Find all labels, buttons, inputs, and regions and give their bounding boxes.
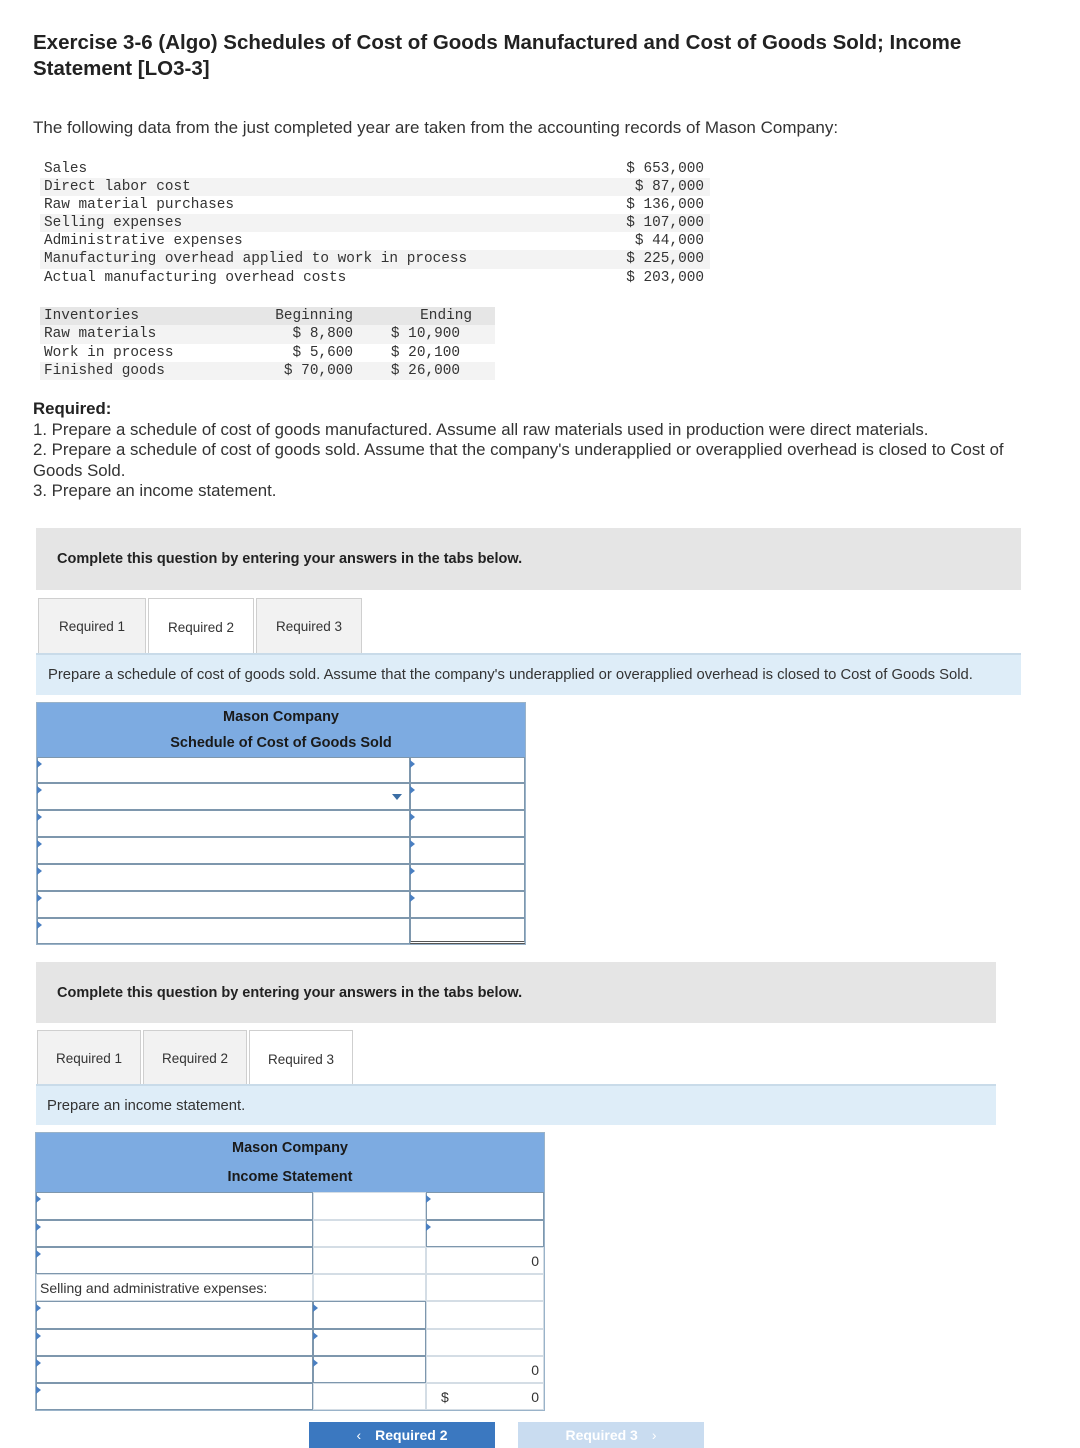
computed-value: 0 [531,1362,539,1378]
amount-input[interactable] [410,837,525,864]
entry-marker-icon [426,1223,431,1231]
label-input[interactable] [37,918,410,944]
statement-header [36,1133,544,1192]
amount-input[interactable] [410,757,525,783]
tab-required-2[interactable]: Required 2 [143,1030,247,1086]
data-row: Raw material purchases $ 136,000 [44,197,704,214]
entry-marker-icon [410,894,415,902]
label-input[interactable] [37,864,410,891]
intro-text: The following data from the just completed year are taken from the accounting records of Mason Company: [33,118,839,137]
entry-marker-icon [37,813,42,821]
data-row: Selling expenses $ 107,000 [40,214,710,232]
data-row: Administrative expenses $ 44,000 [44,233,704,250]
next-required-button[interactable]: Required 3 › [518,1422,704,1448]
label-input[interactable] [36,1192,313,1220]
schedule-header [37,703,525,757]
computed-cell [426,1247,544,1274]
empty-cell [426,1329,544,1356]
amount-input[interactable] [313,1329,426,1356]
computed-cell [426,1383,544,1410]
entry-marker-icon [37,867,42,875]
entry-marker-icon [37,760,42,768]
label-dropdown[interactable] [37,783,410,810]
tab-required-2[interactable]: Required 2 [148,598,254,655]
required-item: 3. Prepare an income statement. [33,481,277,501]
tab-required-3[interactable]: Required 3 [249,1030,353,1087]
tab-required-3[interactable]: Required 3 [256,598,362,654]
entry-marker-icon [313,1304,318,1312]
company-name: Mason Company [222,709,339,725]
instructions-banner: Complete this question by entering your answers in the tabs below. [36,962,996,1023]
amount-input[interactable] [410,810,525,837]
computed-cell [426,1356,544,1383]
instruction-text: Prepare an income statement. [36,1086,996,1125]
entry-marker-icon [426,1195,431,1203]
empty-cell [313,1247,426,1274]
entry-marker-icon [36,1304,41,1312]
inventories-table [40,307,495,380]
table-row: Raw materials $ 8,800 $ 10,900 [40,325,495,343]
label-input[interactable] [37,810,410,837]
entry-marker-icon [313,1332,318,1340]
tab-bar [37,1030,355,1087]
tab-required-1[interactable]: Required 1 [37,1030,141,1086]
amount-input[interactable] [313,1301,426,1329]
amount-input[interactable] [426,1220,544,1247]
label-input[interactable] [36,1220,313,1247]
required-item: 1. Prepare a schedule of cost of goods manufactured. Assume all raw materials used in production were direct materials. [33,419,929,439]
amount-input[interactable] [410,891,525,918]
data-row: Direct labor cost $ 87,000 [40,178,710,196]
label-input[interactable] [36,1301,313,1329]
required-section [33,399,1043,502]
empty-cell [313,1383,426,1410]
amount-input[interactable] [313,1356,426,1383]
entry-marker-icon [36,1386,41,1394]
entry-marker-icon [410,867,415,875]
entry-marker-icon [37,894,42,902]
label-input[interactable] [36,1329,313,1356]
chevron-left-icon: ‹ [356,1427,362,1443]
required-heading: Required: [33,399,112,418]
entry-marker-icon [410,840,415,848]
label-input[interactable] [36,1383,313,1410]
table-row: Finished goods $ 70,000 $ 26,000 [40,362,495,380]
tab-bar [38,598,364,655]
entry-marker-icon [37,840,42,848]
label-input[interactable] [36,1247,313,1274]
label-input[interactable] [37,757,410,783]
company-name: Mason Company [231,1140,348,1156]
entry-marker-icon [410,786,415,794]
entry-marker-icon [410,813,415,821]
amount-input[interactable] [426,1192,544,1220]
entry-marker-icon [36,1250,41,1258]
entry-marker-icon [36,1332,41,1340]
statement-title: Income Statement [227,1169,353,1185]
chevron-right-icon: › [651,1427,657,1443]
label-input[interactable] [37,837,410,864]
empty-cell [426,1274,544,1301]
computed-value: 0 [531,1389,539,1405]
data-row: Manufacturing overhead applied to work in process $ 225,000 [40,250,710,268]
inventories-header: Inventories Beginning Ending [40,307,495,325]
data-row: Sales $ 653,000 [44,161,704,177]
entry-marker-icon [36,1223,41,1231]
sga-label: Selling and administrative expenses: [40,1280,268,1296]
cogs-schedule [36,702,526,945]
entry-marker-icon [313,1359,318,1367]
currency-symbol: $ [441,1389,449,1405]
income-statement [35,1132,545,1411]
empty-cell [313,1274,426,1301]
chevron-down-icon [392,794,402,800]
prev-required-button[interactable]: ‹ Required 2 [309,1422,495,1448]
entry-marker-icon [36,1195,41,1203]
given-data-table [40,160,710,287]
required-item: 2. Prepare a schedule of cost of goods sold. Assume that the company's underapplied or overapplied overhead is closed to Cost of Goods Sold. [33,440,1004,480]
amount-input[interactable] [410,783,525,810]
empty-cell [313,1220,426,1247]
label-input[interactable] [36,1356,313,1383]
computed-value: 0 [531,1253,539,1269]
instruction-text: Prepare a schedule of cost of goods sold. Assume that the company's underapplied or overapplied overhead is closed to Cost of Goods Sold. [36,655,1021,695]
schedule-title: Schedule of Cost of Goods Sold [170,735,392,751]
total-amount-input[interactable] [410,918,525,944]
entry-marker-icon [37,786,42,794]
entry-marker-icon [410,760,415,768]
tab-required-1[interactable]: Required 1 [38,598,146,654]
amount-input[interactable] [410,864,525,891]
empty-cell [426,1301,544,1329]
data-row: Actual manufacturing overhead costs $ 203,000 [44,269,704,286]
table-row: Work in process $ 5,600 $ 20,100 [44,344,460,361]
entry-marker-icon [37,921,42,929]
instructions-banner: Complete this question by entering your answers in the tabs below. [36,528,1021,590]
empty-cell [313,1192,426,1220]
page-title: Exercise 3-6 (Algo) Schedules of Cost of Goods Manufactured and Cost of Goods Sold; Income Statement [LO3-3] [33,31,962,80]
sga-label-cell [36,1274,313,1301]
entry-marker-icon [36,1359,41,1367]
label-input[interactable] [37,891,410,918]
